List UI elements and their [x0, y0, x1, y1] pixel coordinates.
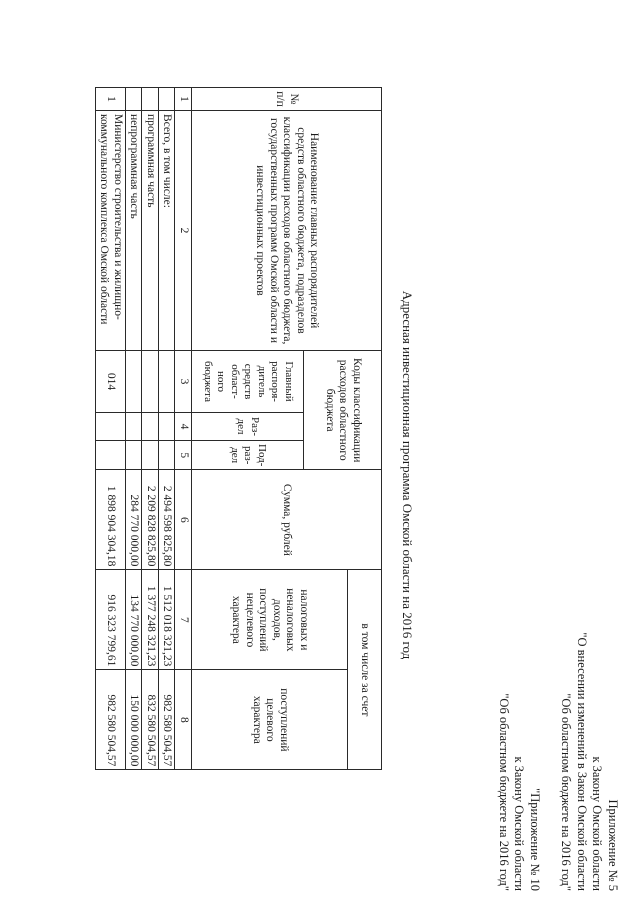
cell-subsection — [142, 441, 159, 470]
cell-nontarget: 1 512 018 321,23 — [159, 570, 176, 670]
header-line: "Приложение № 10 — [528, 788, 542, 891]
cell-section — [126, 413, 143, 441]
table-row — [96, 88, 126, 770]
header-including: в том числе за счет — [348, 570, 382, 770]
col-number: 4 — [175, 413, 192, 441]
cell-subsection — [126, 441, 143, 470]
cell-target: 150 000 000,00 — [126, 670, 143, 770]
investment-program-table — [95, 87, 382, 770]
header-codes: Коды классификации расходов областного бюджета — [304, 351, 382, 470]
cell-num — [159, 88, 176, 111]
cell-chief: 014 — [96, 351, 126, 413]
cell-nontarget: 1 377 248 321,23 — [142, 570, 159, 670]
col-number: 3 — [175, 351, 192, 413]
cell-sum: 2 209 828 825,80 — [142, 470, 159, 570]
appendix-10-header — [496, 693, 543, 891]
cell-sum: 2 494 598 825,80 — [159, 470, 176, 570]
table-row — [159, 88, 176, 770]
cell-subsection — [159, 441, 176, 470]
document-title: Адресная инвестиционная программа Омской области на 2016 год — [400, 290, 415, 660]
header-line: "Об областном бюджете на 2016 год" — [497, 693, 511, 891]
appendix-5-header — [558, 632, 620, 891]
cell-name: Министерство строительства и жилищно-коммунального комплекса Омской области — [96, 111, 126, 351]
cell-chief — [159, 351, 176, 413]
cell-sum: 1 898 904 304,18 — [96, 470, 126, 570]
col-number: 1 — [175, 88, 192, 111]
cell-target: 982 580 504,57 — [96, 670, 126, 770]
header-line: "О внесении изменений в Закон Омской области — [575, 632, 589, 891]
header-sum: Сумма, рублей — [192, 470, 382, 570]
cell-chief — [142, 351, 159, 413]
header-line: к Закону Омской области — [590, 756, 605, 891]
cell-name: непрограммная часть — [126, 111, 143, 351]
cell-nontarget: 134 770 000,00 — [126, 570, 143, 670]
header-num: № п/п — [192, 88, 382, 111]
cell-name: Всего, в том числе: — [159, 111, 176, 351]
header-target: поступлений целевого характера — [192, 670, 348, 770]
cell-section — [96, 413, 126, 441]
col-number: 7 — [175, 570, 192, 670]
header-name: Наименование главных распорядителей средств областного бюджета, подразделов классификации расходов областного бюджета, государственных программ Омской области и инвестиционных проектов — [192, 111, 382, 351]
cell-num — [142, 88, 159, 111]
header-nontarget: налоговых и неналоговых доходов, поступлений нецелевого характера — [192, 570, 348, 670]
header-section: Раз-дел — [192, 413, 304, 441]
header-line: "Об областном бюджете на 2016 год" — [559, 693, 574, 891]
cell-sum: 284 770 000,00 — [126, 470, 143, 570]
cell-num: 1 — [96, 88, 126, 111]
header-line: к Закону Омской области — [512, 756, 527, 891]
cell-subsection — [96, 441, 126, 470]
cell-nontarget: 916 323 799,61 — [96, 570, 126, 670]
cell-target: 832 580 504,57 — [142, 670, 159, 770]
cell-section — [142, 413, 159, 441]
col-number: 8 — [175, 670, 192, 770]
table-row — [142, 88, 159, 770]
cell-num — [126, 88, 143, 111]
cell-chief — [126, 351, 143, 413]
table-row — [126, 88, 143, 770]
cell-name: программная часть — [142, 111, 159, 351]
col-number: 5 — [175, 441, 192, 470]
cell-target: 982 580 504,57 — [159, 670, 176, 770]
header-chief-manager: Главный распоря-дитель средств област-ного бюджета — [192, 351, 304, 413]
cell-section — [159, 413, 176, 441]
col-number: 2 — [175, 111, 192, 351]
header-line: Приложение № 5 — [606, 799, 620, 891]
header-subsection: Под-раз-дел — [192, 441, 304, 470]
col-number: 6 — [175, 470, 192, 570]
